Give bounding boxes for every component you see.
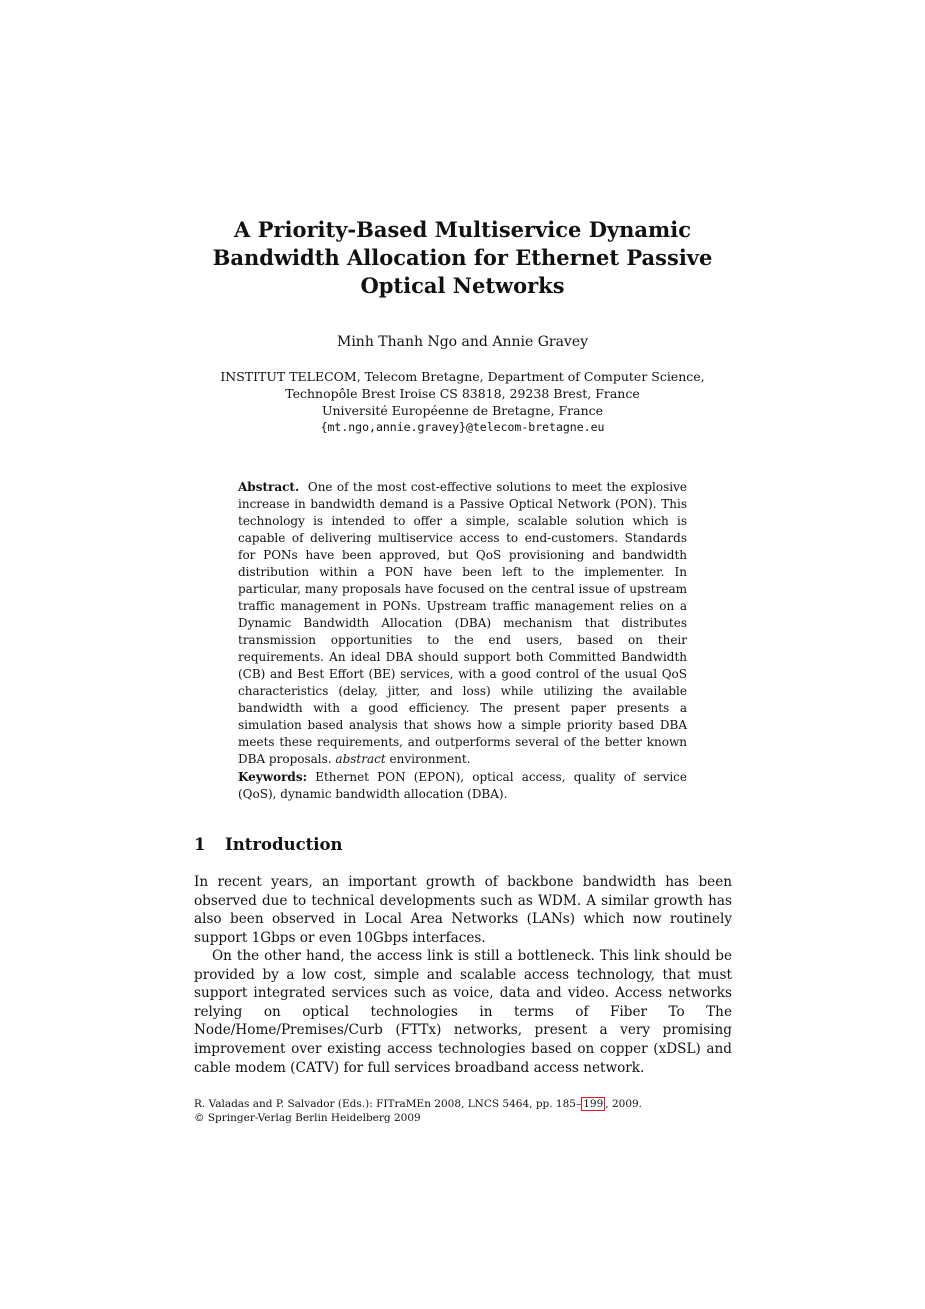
affiliation-line-2: Technopôle Brest Iroise CS 83818, 29238 Brest, France (285, 386, 640, 401)
section-heading (194, 834, 343, 856)
affiliation-line-3: Université Européenne de Bretagne, France (321, 403, 604, 418)
keywords (238, 769, 687, 803)
title-line-2: Bandwidth Allocation for Ethernet Passive (212, 245, 713, 270)
keywords-label: Keywords: (238, 770, 308, 784)
author-email[interactable]: {mt.ngo,annie.gravey}@telecom-bretagne.eu (320, 420, 605, 434)
copyright-line: © Springer-Verlag Berlin Heidelberg 2009 (194, 1112, 421, 1124)
intro-paragraph-2: On the other hand, the access link is still a bottleneck. This link should be provided by a low cost, simple and scalable access technology, that must support integrated services such as voice, data and video. Access networks relying on optical technologies in terms of Fiber To The Node/Home/Premises/Curb (FTTx) networks, present a very promising improvement over existing access technologies based on copper (xDSL) and cable modem (CATV) for full services broadband access network. (194, 948, 732, 1076)
footer-citation (194, 1097, 642, 1125)
citation-prefix: R. Valadas and P. Salvador (Eds.): FITraMEn 2008, LNCS 5464, pp. 185– (194, 1098, 582, 1110)
citation-line (194, 1097, 642, 1111)
abstract-italic-word: abstract (335, 752, 386, 766)
affiliation (150, 368, 775, 436)
citation-suffix: , 2009. (605, 1098, 643, 1110)
paper-title (150, 216, 775, 300)
abstract (238, 479, 687, 768)
last-page-link[interactable]: 199 (583, 1098, 604, 1110)
section-title: Introduction (225, 835, 343, 854)
title-line-3: Optical Networks (360, 273, 565, 298)
abstract-label: Abstract. (238, 480, 300, 494)
authors: Minh Thanh Ngo and Annie Gravey (336, 334, 589, 350)
section-number: 1 (194, 835, 206, 854)
abstract-tail: environment. (389, 752, 471, 766)
keywords-text: Ethernet PON (EPON), optical access, quality of service (QoS), dynamic bandwidth allocation (DBA). (238, 770, 687, 801)
abstract-text: One of the most cost-effective solutions to meet the explosive increase in bandwidth demand is a Passive Optical Network (PON). This technology is intended to offer a simple, scalable solution which is capable of delivering multiservice access to end-customers. Standards for PONs have been approved, but QoS provisioning and bandwidth distribution within a PON have been left to the implementer. In particular, many proposals have focused on the central issue of upstream traffic management in PONs. Upstream traffic management relies on a Dynamic Bandwidth Allocation (DBA) mechanism that distributes transmission opportunities to the end users, based on their requirements. An ideal DBA should support both Committed Bandwidth (CB) and Best Effort (BE) services, with a good control of the usual QoS characteristics (delay, jitter, and loss) while utilizing the available bandwidth with a good efficiency. The present paper presents a simulation based analysis that shows how a simple priority based DBA meets these requirements, and outperforms several of the better known DBA proposals. (238, 480, 687, 766)
title-line-1: A Priority-Based Multiservice Dynamic (234, 217, 691, 242)
affiliation-line-1: INSTITUT TELECOM, Telecom Bretagne, Department of Computer Science, (220, 369, 705, 384)
intro-paragraph-1: In recent years, an important growth of backbone bandwidth has been observed due to technical developments such as WDM. A similar growth has also been observed in Local Area Networks (LANs) which now routinely support 1Gbps or even 10Gbps interfaces. (194, 874, 732, 946)
